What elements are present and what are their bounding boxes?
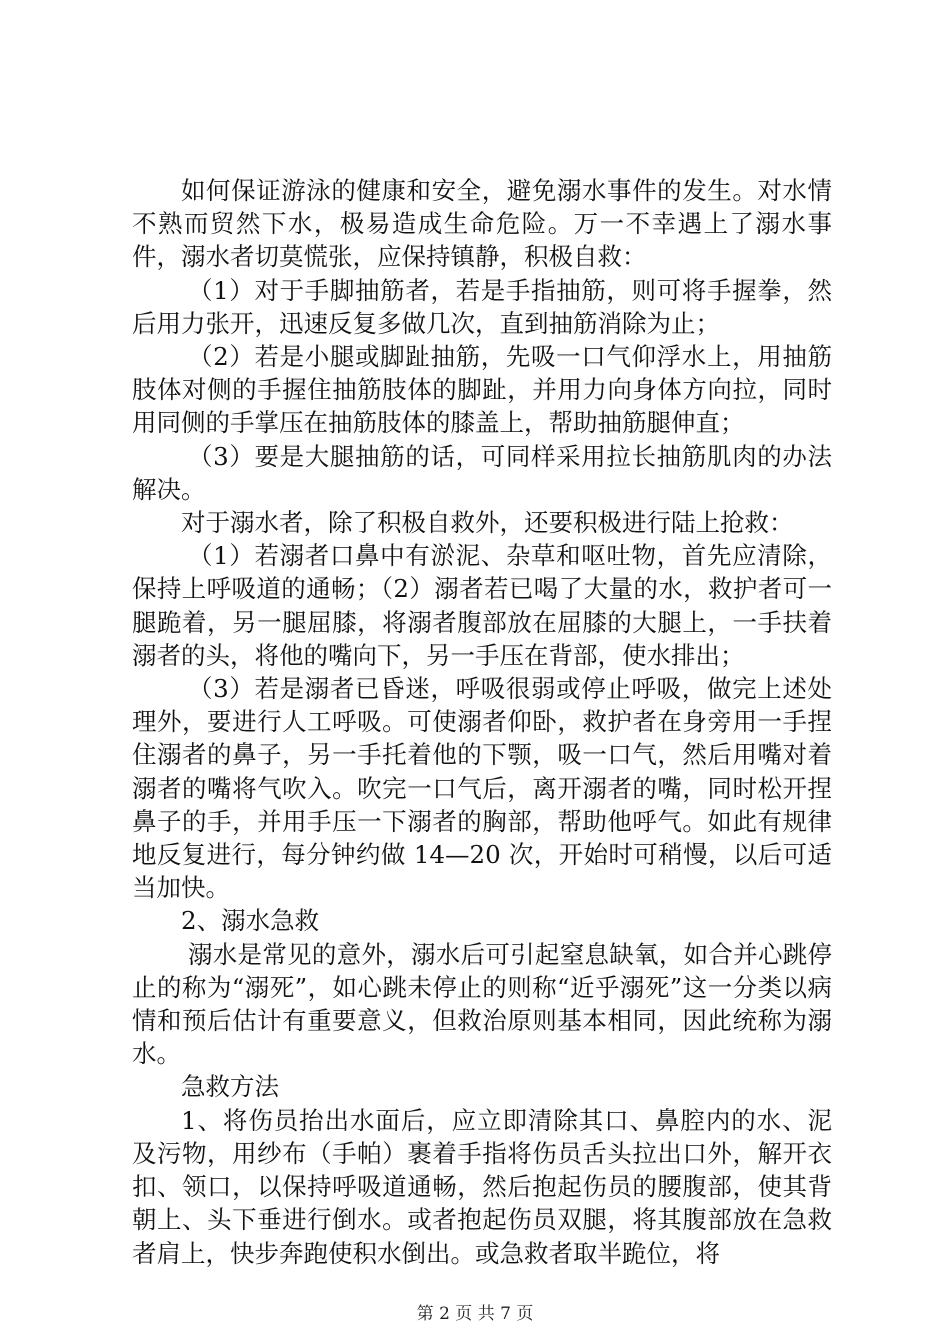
paragraph-drowning-definition: 溺水是常见的意外，溺水后可引起窒息缺氧，如合并心跳停止的称为“溺死”，如心跳未停止的则称“近乎溺死”这一分类以病情和预后估计有重要意义，但救治原则基本相同，因此统称为溺水。: [132, 939, 832, 1069]
document-body: [132, 174, 832, 1270]
paragraph-land-rescue-intro: 对于溺水者，除了积极自救外，还要积极进行陆上抢救：: [181, 508, 794, 538]
paragraph-self-rescue-2: （2）若是小腿或脚趾抽筋，先吸一口气仰浮水上，用抽筋肢体对侧的手握住抽筋肢体的脚趾，并用力向身体方向拉，同时用同侧的手掌压在抽筋肢体的膝盖上，帮助抽筋腿伸直；: [132, 342, 832, 438]
paragraph-intro: 如何保证游泳的健康和安全，避免溺水事件的发生。对水情不熟而贸然下水，极易造成生命危险。万一不幸遇上了溺水事件，溺水者切莫慌张，应保持镇静，积极自救：: [132, 176, 832, 272]
section-heading-first-aid-methods: 急救方法: [181, 1072, 279, 1102]
paragraph-self-rescue-1: （1）对于手脚抽筋者，若是手指抽筋，则可将手握拳，然后用力张开，迅速反复多做几次，直到抽筋消除为止；: [132, 275, 832, 338]
page-footer: 第 2 页 共 7 页: [416, 1304, 534, 1324]
section-heading-drowning-first-aid: 2、溺水急救: [181, 906, 320, 936]
paragraph-land-rescue-1-2: （1）若溺者口鼻中有淤泥、杂草和呕吐物，首先应清除，保持上呼吸道的通畅；（2）溺者若已喝了大量的水，救护者可一腿跪着，另一腿屈膝，将溺者腹部放在屈膝的大腿上，一手扶着溺者的头，将他的嘴向下，另一手压在背部，使水排出；: [132, 541, 832, 670]
paragraph-self-rescue-3: （3）要是大腿抽筋的话，可同样采用拉长抽筋肌肉的办法解决。: [132, 441, 832, 504]
paragraph-method-1: 1、将伤员抬出水面后，应立即清除其口、鼻腔内的水、泥及污物，用纱布（手帕）裹着手指将伤员舌头拉出口外，解开衣扣、领口，以保持呼吸道通畅，然后抱起伤员的腰腹部，使其背朝上、头下垂进行倒水。或者抱起伤员双腿，将其腹部放在急救者肩上，快步奔跑使积水倒出。或急救者取半跪位，将: [132, 1105, 832, 1268]
paragraph-land-rescue-3: （3）若是溺者已昏迷，呼吸很弱或停止呼吸，做完上述处理外，要进行人工呼吸。可使溺者仰卧，救护者在身旁用一手捏住溺者的鼻子，另一手托着他的下颚，吸一口气，然后用嘴对着溺者的嘴将气吹入。吹完一口气后，离开溺者的嘴，同时松开捏鼻子的手，并用手压一下溺者的胸部，帮助他呼气。如此有规律地反复进行，每分钟约做 14—20 次，开始时可稍慢，以后可适当加快。: [132, 674, 832, 903]
